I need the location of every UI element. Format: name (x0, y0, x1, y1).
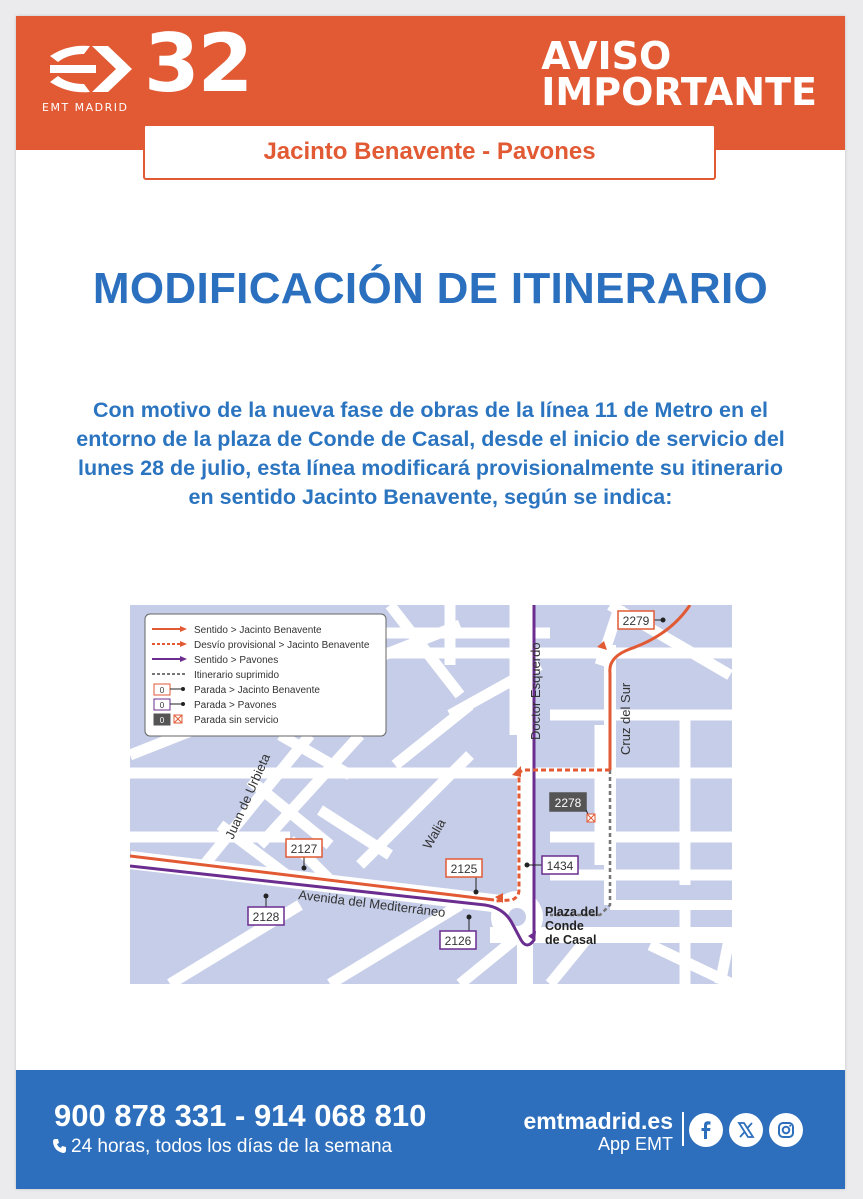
stop-2279-label: 2279 (622, 614, 650, 628)
legend-stop-pavones-sample: 0 (159, 701, 165, 710)
map-legend (145, 614, 386, 736)
facebook-icon[interactable] (689, 1113, 723, 1147)
legend-suppressed: Itinerario suprimido (194, 670, 280, 681)
legend-stop-pavones: Parada > Pavones (194, 700, 277, 711)
stop-2127-label: 2127 (290, 842, 318, 856)
notice-heading-line1: AVISO (541, 34, 672, 78)
street-label-doctor-esquerdo: Doctor Esquerdo (528, 642, 543, 740)
route-name: Jacinto Benavente - Pavones (143, 124, 716, 180)
street-label-cruz-del-sur: Cruz del Sur (618, 682, 633, 755)
legend-stop-jacinto-sample: 0 (159, 686, 165, 695)
stop-1434-label: 1434 (546, 859, 574, 873)
line-number: 32 (144, 17, 252, 110)
route-map (130, 605, 732, 984)
footer-divider (682, 1112, 684, 1146)
plaza-label-line2: Conde (545, 919, 584, 933)
website-link[interactable]: emtmadrid.es (523, 1108, 673, 1134)
stop-2128-label: 2128 (252, 910, 280, 924)
app-label[interactable]: App EMT (597, 1134, 673, 1154)
stop-2278-label: 2278 (554, 796, 582, 810)
legend-detour-jacinto: Desvío provisional > Jacinto Benavente (194, 640, 370, 651)
legend-direction-jacinto: Sentido > Jacinto Benavente (194, 625, 322, 636)
phone-icon (52, 1138, 68, 1154)
legend-direction-pavones: Sentido > Pavones (194, 655, 279, 666)
legend-stop-no-service-sample: 0 (159, 716, 165, 725)
legend-stop-jacinto: Parada > Jacinto Benavente (194, 685, 320, 696)
stop-2126-label: 2126 (444, 934, 472, 948)
notice-heading (541, 34, 817, 115)
footer-band (16, 1070, 845, 1189)
x-icon[interactable] (729, 1113, 763, 1147)
phone-numbers[interactable]: 900 878 331 - 914 068 810 (54, 1098, 427, 1133)
notice-heading-line2: IMPORTANTE (541, 70, 817, 115)
stop-2125-label: 2125 (450, 862, 478, 876)
street-label-walia: Walia (419, 816, 449, 852)
instagram-icon[interactable] (769, 1113, 803, 1147)
plaza-label-line1: Plaza del (545, 905, 599, 919)
service-hours: 24 horas, todos los días de la semana (71, 1136, 393, 1157)
notice-text: Con motivo de la nueva fase de obras de la línea 11 de Metro en el entorno de la plaza de Conde de Casal, desde el inicio de servicio del lunes 28 de julio, esta línea modificará provisionalmente su itinerario en sentido Jacinto Benavente, según se indica: (76, 398, 785, 509)
legend-stop-no-service: Parada sin servicio (194, 715, 279, 726)
street-label-juan-de-urbieta: Juan de Urbieta (222, 751, 274, 842)
brand-label: EMT MADRID (42, 101, 129, 114)
emt-logo-icon (46, 40, 138, 98)
plaza-label-line3: de Casal (545, 933, 597, 947)
page-title: MODIFICACIÓN DE ITINERARIO (92, 264, 769, 313)
street-label-avenida: Avenida del Mediterráneo (297, 887, 447, 921)
notice-poster (16, 16, 845, 1189)
